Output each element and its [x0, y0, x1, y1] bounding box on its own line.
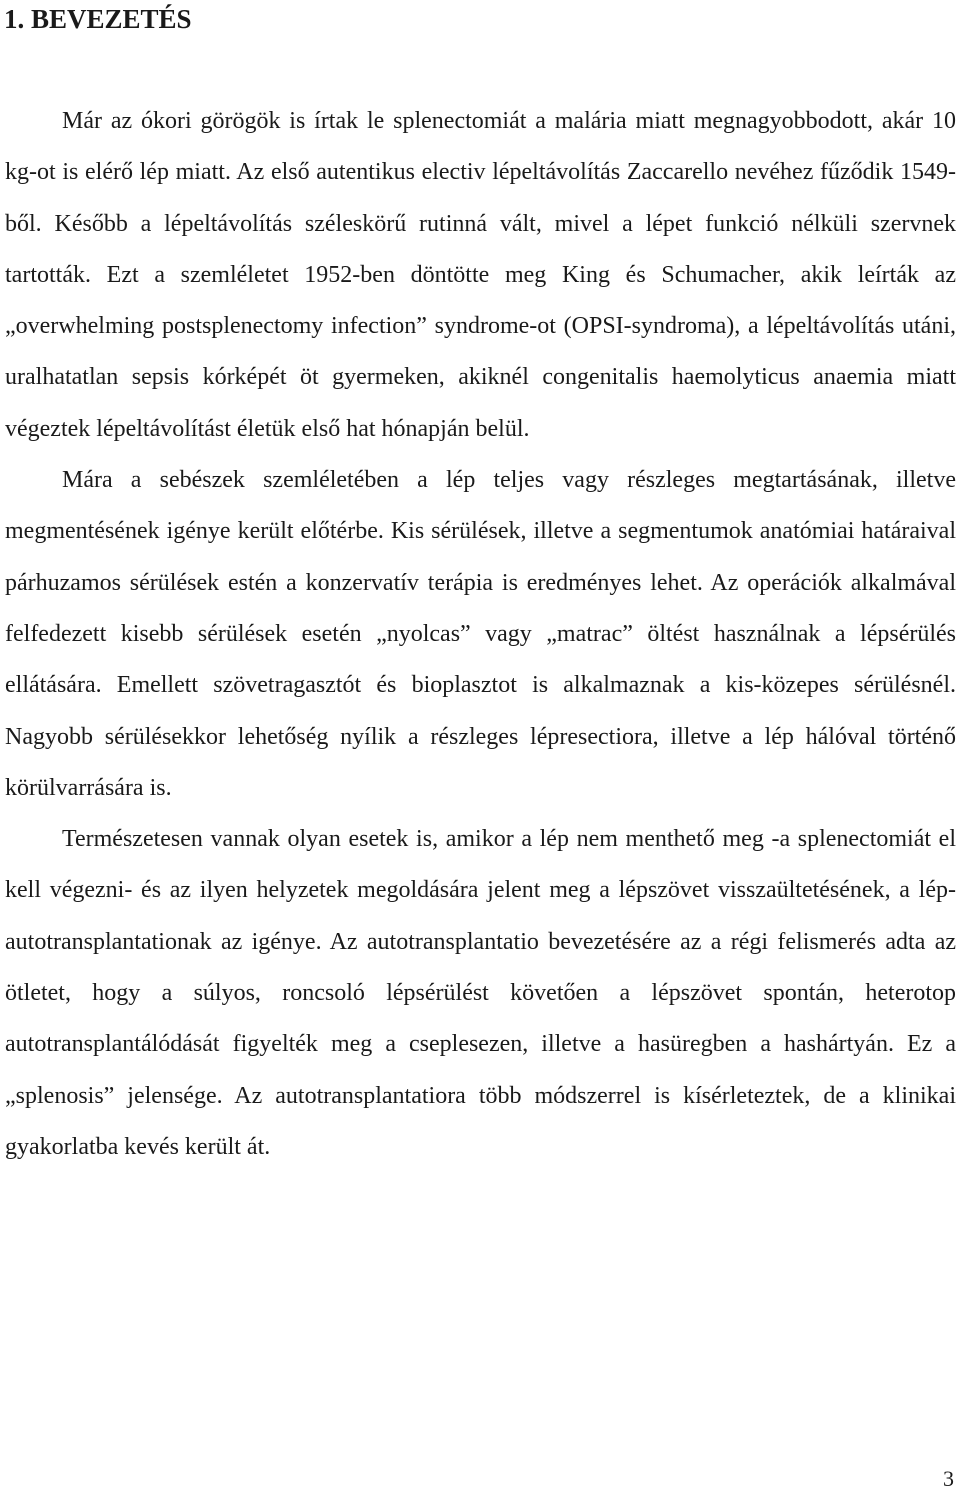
paragraph-history: Már az ókori görögök is írtak le splenectomiát a malária miatt megnagyobbodott, akár 10 kg-ot is elérő lép miatt. Az első autentikus electiv lépeltávolítás Zaccarello nevéhez fűződik 1549-ből. Később a lépeltávolítás széleskörű rutinná vált, mivel a lépet funkció nélküli szervnek tartották. Ezt a szemléletet 1952-ben döntötte meg King és Schumacher, akik leírták az „overwhelming postsplenectomy infection” syndrome-ot (OPSI-syndroma), a lépeltávolítás utáni, uralhatatlan sepsis kórképét öt gyermeken, akiknél congenitalis haemolyticus anaemia miatt végeztek lépeltávolítást életük első hat hónapján belül.	[5, 108, 956, 442]
page-number: 3	[943, 1466, 954, 1491]
body-text	[5, 96, 956, 1173]
paragraph-autotransplantation: Természetesen vannak olyan esetek is, amikor a lép nem menthető meg -a splenectomiát el kell végezni- és az ilyen helyzetek megoldására jelent meg a lépszövet visszaültetésének, a lép-autotransplantationak az igénye. Az autotransplantatio bevezetésére az a régi felismerés adta az ötletet, hogy a súlyos, roncsoló lépsérülést követően a lépszövet spontán, heterotop autotransplantálódását figyelték meg a cseplesezen, illetve a hasüregben a hashártyán. Ez a „splenosis” jelensége. Az autotransplantatiora több módszerrel is kísérleteztek, de a klinikai gyakorlatba kevés került át.	[5, 826, 956, 1160]
paragraph-spleen-preservation: Mára a sebészek szemléletében a lép teljes vagy részleges megtartásának, illetve megmentésének igénye került előtérbe. Kis sérülések, illetve a segmentumok anatómiai határaival párhuzamos sérülések estén a konzervatív terápia is eredményes lehet. Az operációk alkalmával felfedezett kisebb sérülések esetén „nyolcas” vagy „matrac” öltést használnak a lépsérülés ellátására. Emellett szövetragasztót és bioplasztot is alkalmaznak a kis-közepes sérülésnél. Nagyobb sérülésekkor lehetőség nyílik a részleges lépresectiora, illetve a lép hálóval történő körülvarrására is.	[5, 467, 956, 801]
chapter-heading: 1. BEVEZETÉS	[4, 4, 192, 34]
